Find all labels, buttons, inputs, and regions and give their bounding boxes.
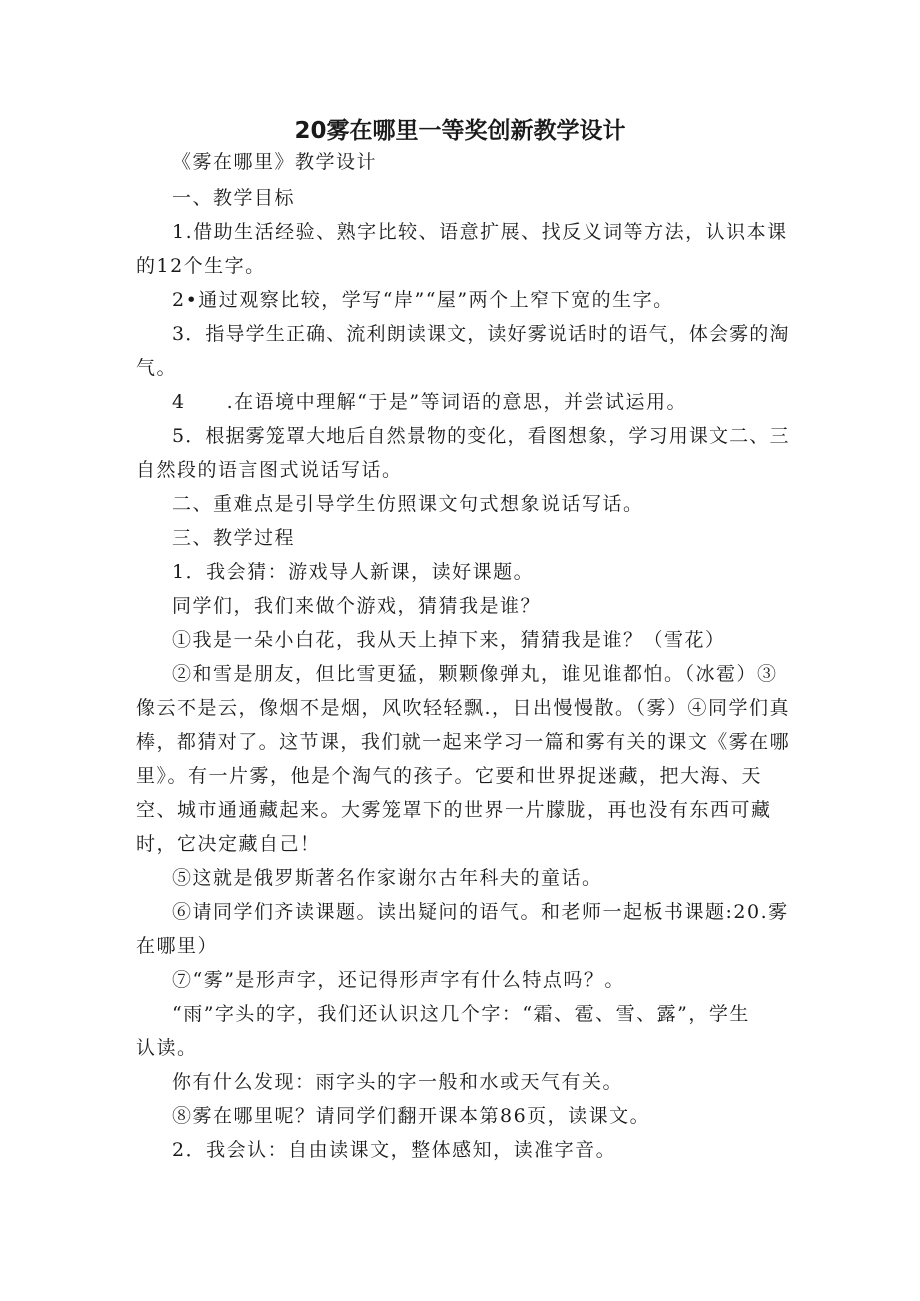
objective-line: 2•通过观察比较，学写“岸”“屋”两个上窄下宽的生字。: [172, 289, 674, 311]
process-line: 空、城市通通藏起来。大雾笼罩下的世界一片朦胧，再也没有东西可藏: [136, 799, 772, 821]
process-line: 里》。有一片雾，他是个淘气的孩子。它要和世界捉迷藏，把大海、天: [136, 765, 763, 787]
document-title: 20雾在哪里一等奖创新教学设计: [294, 118, 626, 144]
subtitle-line: 《雾在哪里》教学设计: [172, 151, 378, 173]
process-line: 在哪里）: [136, 935, 219, 957]
process-line: ⑥请同学们齐读课题。读出疑问的语气。和老师一起板书课题:20.雾: [172, 901, 789, 923]
process-line: 1．我会猜：游戏导人新课，读好课题。: [172, 561, 535, 583]
process-line: 你有什么发现：雨字头的字一般和水或天气有关。: [172, 1071, 624, 1093]
process-line: 同学们，我们来做个游戏，猜猜我是谁？: [172, 595, 542, 617]
process-line: ⑦“雾”是形声字，还记得形声字有什么特点吗？。: [172, 969, 625, 991]
process-line: ⑤这就是俄罗斯著名作家谢尔古年科夫的童话。: [172, 867, 603, 889]
objective-line: 3．指导学生正确、流利朗读课文，读好雾说话时的语气，体会雾的淘: [172, 323, 790, 345]
process-line: 认读。: [136, 1037, 198, 1059]
process-line: “雨”字头的字，我们还认识这几个字：“霜、雹、雪、露”，学生: [172, 1003, 750, 1025]
process-line: 2．我会认：自由读课文，整体感知，读准字音。: [172, 1139, 617, 1161]
section-heading: 一、教学目标: [172, 187, 296, 209]
section-heading: 三、教学过程: [172, 527, 296, 549]
process-line: ②和雪是朋友，但比雪更猛，颗颗像弹丸，谁见谁都怕。（冰雹）③: [172, 663, 778, 685]
objective-line: 自然段的语言图式说话写话。: [136, 459, 403, 481]
process-line: 时，它决定藏自己！: [136, 833, 321, 855]
process-line: 像云不是云，像烟不是烟，风吹轻轻飘.，日出慢慢散。（雾）④同学们真: [136, 697, 791, 719]
process-line: ①我是一朵小白花，我从天上掉下来，猜猜我是谁？（雪花）: [172, 629, 726, 651]
objective-line: 4 .在语境中理解“于是”等词语的意思，并尝试运用。: [172, 391, 688, 413]
objective-line: 气。: [136, 357, 178, 379]
process-line: ⑧雾在哪里呢？请同学们翻开课本第86页，读课文。: [172, 1105, 651, 1127]
objective-line: 5．根据雾笼罩大地后自然景物的变化，看图想象，学习用课文二、三: [172, 425, 790, 447]
section-heading: 二、重难点是引导学生仿照课文句式想象说话写话。: [172, 493, 644, 515]
process-line: 棒，都猜对了。这节课，我们就一起来学习一篇和雾有关的课文《雾在哪: [136, 731, 791, 753]
objective-line: 1.借助生活经验、熟字比较、语意扩展、找反义词等方法，认识本课: [172, 221, 788, 243]
objective-line: 的12个生字。: [136, 255, 266, 277]
